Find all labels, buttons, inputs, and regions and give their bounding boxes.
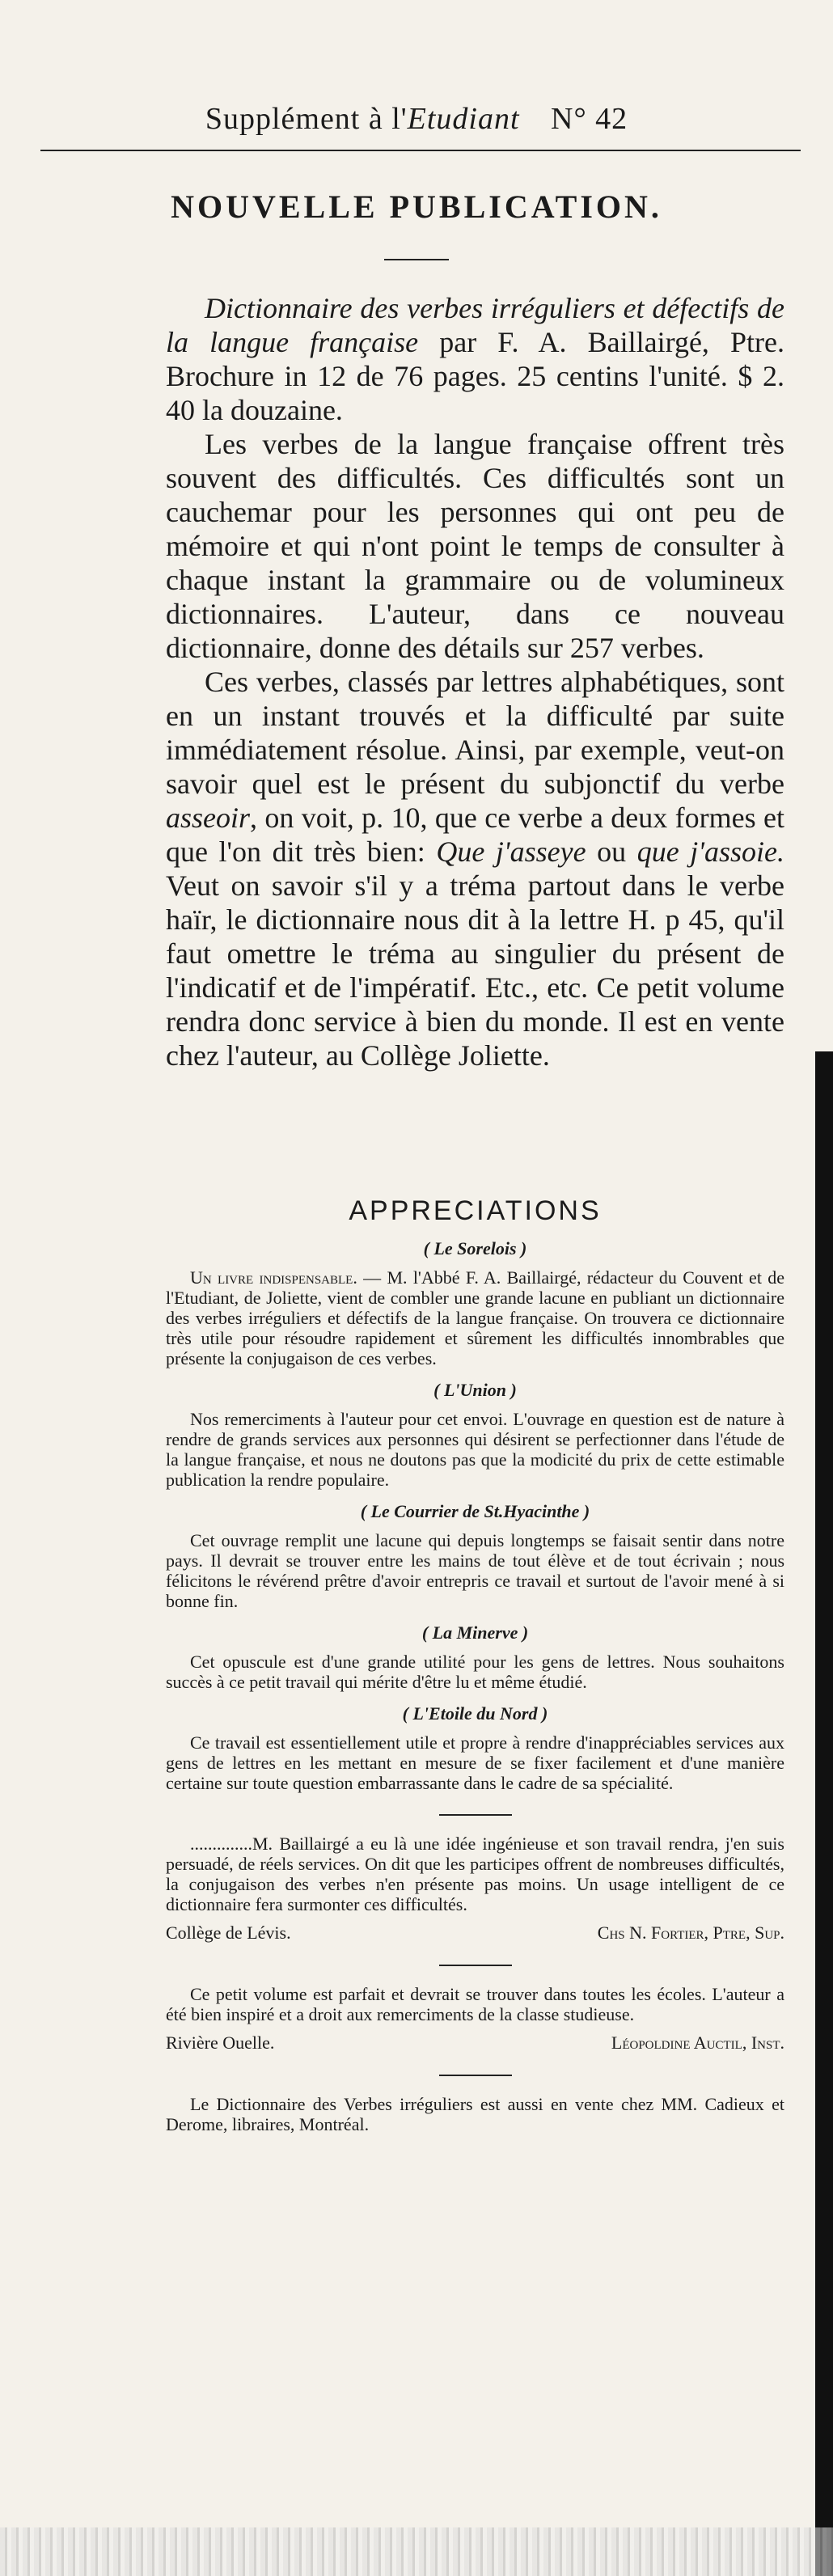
p3-quote-2: que j'assoie. xyxy=(636,835,784,868)
review-courrier: Cet ouvrage remplit une lacune qui depuis longtemps se faisait sentir dans notre pays. Il devrait se trouver entre les mains de tout élève et de tout écrivain ; nous félicitons le révérend prêtre d'avoir entrepris ce travail et surtout de l'avoir mené à si bonne fin. xyxy=(166,1530,784,1611)
p3-part-a: Ces verbes, classés par lettres alphabétiques, sont en un instant trouvés et la difficulté par suite immédiatement résolue. Ainsi, par exemple, veut-on savoir quel est le présent du subjonctif du verbe xyxy=(166,666,784,800)
auctil-signature-row xyxy=(166,2032,784,2054)
issue-number: N° 42 xyxy=(551,102,628,136)
source-etoile: ( L'Etoile du Nord ) xyxy=(402,1703,548,1724)
section-divider-2 xyxy=(439,1965,512,1966)
source-courrier: ( Le Courrier de St.Hyacinthe ) xyxy=(360,1501,590,1521)
header-rule xyxy=(40,150,801,151)
appreciations-section xyxy=(166,1195,784,2134)
supplement-header xyxy=(0,101,833,137)
p3-ou: ou xyxy=(586,835,637,868)
page-title: NOUVELLE PUBLICATION. xyxy=(171,188,662,225)
auctil-place: Rivière Ouelle. xyxy=(166,2032,275,2053)
article-paragraph-2: Les verbes de la langue française offrent très souvent des difficultés. Ces difficultés sont un cauchemar pour les personnes qui ont peu de mémoire et qui n'ont point le temps de consulter à chaque instant la grammaire ou de volumineux dictionnaires. L'auteur, dans ce nouveau dictionnaire, donne des détails sur 257 verbes. xyxy=(166,428,784,664)
scan-edge-shadow xyxy=(815,1051,833,2576)
source-minerve: ( La Minerve ) xyxy=(421,1622,529,1643)
p3-part-c: Veut on savoir s'il y a tréma partout dans le verbe haïr, le dictionnaire nous dit à la lettre H. p 45, qu'il faut omettre le tréma au singulier du présent de l'indicatif et de l'impératif. Etc., etc. Ce petit volume rendra donc service à bien du monde. Il est en vente chez l'auteur, au Collège Joliette. xyxy=(166,869,784,1072)
p3-part-b: , on voit, p. 10, que ce verbe a deux formes et que l'on dit très bien: xyxy=(166,802,784,868)
p3-asseoir: asseoir xyxy=(166,802,251,834)
review-sorelois xyxy=(166,1267,784,1368)
review-auctil: Ce petit volume est parfait et devrait se trouver dans toutes les écoles. L'auteur a été bien inspiré et a droit aux remerciments de la classe studieuse. xyxy=(166,1984,784,2024)
source-sorelois: ( Le Sorelois ) xyxy=(423,1238,527,1258)
sale-notice: Le Dictionnaire des Verbes irréguliers est aussi en vente chez MM. Cadieux et Derome, libraires, Montréal. xyxy=(166,2094,784,2134)
appreciations-heading: APPRECIATIONS xyxy=(349,1195,602,1226)
review-fortier: ..............M. Baillairgé a eu là une idée ingénieuse et son travail rendra, j'en suis persuadé, de réels services. On dit que les participes offrent de nombreuses difficultés, la conjugaison des verbes n'en présente pas moins. Un usage intelligent de ce dictionnaire fera surmonter ces difficultés. xyxy=(166,1834,784,1914)
review-union: Nos remerciments à l'auteur pour cet envoi. L'ouvrage en question est de nature à rendre de grands services aux personnes qui désirent se perfectionner dans l'étude de la langue française, et nous ne doutons pas que la modicité du prix de cette estimable publication la rendre populaire. xyxy=(166,1409,784,1490)
fortier-signature: Chs N. Fortier, Ptre, Sup. xyxy=(597,1922,784,1943)
section-divider-1 xyxy=(439,1814,512,1816)
scan-bottom-noise xyxy=(0,2527,833,2576)
fortier-place: Collège de Lévis. xyxy=(166,1922,291,1943)
journal-name: Etudiant xyxy=(407,102,520,136)
section-divider-3 xyxy=(439,2075,512,2076)
article-paragraph-1 xyxy=(166,291,784,427)
title-divider xyxy=(0,259,833,260)
review-etoile: Ce travail est essentiellement utile et propre à rendre d'inappréciables services aux gens de lettres en les mettant en mesure de se fixer facilement et d'une manière certaine sur toute question embarrassante dans le cadre de sa spécialité. xyxy=(166,1732,784,1793)
fortier-signature-row xyxy=(166,1922,784,1944)
review-sorelois-text: — M. l'Abbé F. A. Baillairgé, rédacteur du Couvent et de l'Etudiant, de Joliette, vient de combler une grande lacune en publiant un dictionnaire des verbes irréguliers et défectifs de la langue française. On trouvera ce dictionnaire très utile pour résoudre rapidement et sûrement les difficultés innombrables que présente la conjugaison de ces verbes. xyxy=(166,1267,785,1368)
book-details: par F. A. Baillairgé, Ptre. Brochure in 12 de 76 pages. 25 centins l'unité. $ 2. 40 la douzaine. xyxy=(166,326,785,426)
supplement-prefix: Supplément à l' xyxy=(205,102,408,136)
article-body xyxy=(166,291,784,1072)
p3-quote-1: Que j'asseye xyxy=(436,835,586,868)
article-paragraph-3 xyxy=(166,665,784,1072)
review-sorelois-lead: Un livre indispensable. xyxy=(190,1267,357,1288)
review-minerve: Cet opuscule est d'une grande utilité pour les gens de lettres. Nous souhaitons succès à ce petit travail qui mérite d'être lu et même étudié. xyxy=(166,1652,784,1692)
auctil-signature: Léopoldine Auctil, Inst. xyxy=(611,2032,784,2053)
source-union: ( L'Union ) xyxy=(433,1380,517,1400)
book-title: Dictionnaire des verbes irréguliers et défectifs de la langue française xyxy=(166,292,784,358)
